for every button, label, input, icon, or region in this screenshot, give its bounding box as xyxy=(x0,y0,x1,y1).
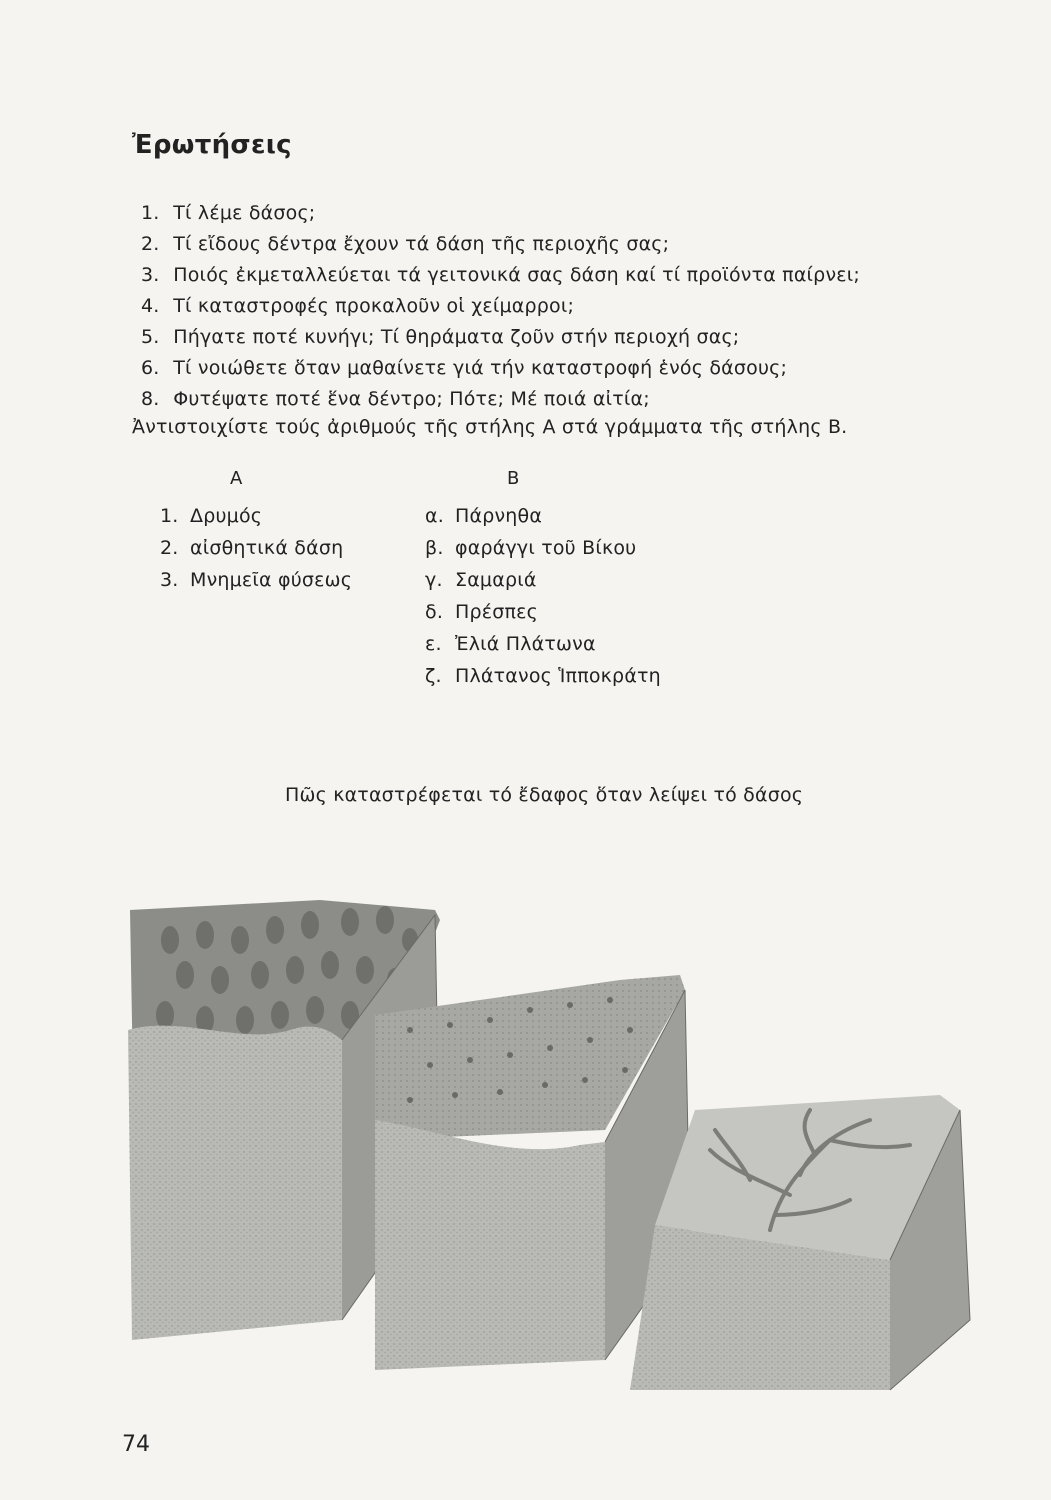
questions-list xyxy=(141,198,1021,415)
question-item: 8. Φυτέψατε ποτέ ἕνα δέντρο; Πότε; Μέ ποιά αἰτία; xyxy=(141,388,650,410)
column-a-header: Α xyxy=(230,468,243,489)
question-item: 5. Πήγατε ποτέ κυνήγι; Τί θηράματα ζοῦν στήν περιοχή σας; xyxy=(141,326,740,348)
column-b-item: γ. Σαμαριά xyxy=(425,569,537,591)
section-heading: Ἐρωτήσεις xyxy=(132,130,292,160)
column-b-item: ζ. Πλάτανος Ἱπποκράτη xyxy=(425,665,661,687)
column-a-item: 1. Δρυμός xyxy=(160,505,263,527)
matching-instruction: Ἀντιστοιχίστε τούς ἀριθμούς τῆς στήλης Α στά γράμματα τῆς στήλης Β. xyxy=(132,416,848,438)
column-b-item: ε. Ἐλιά Πλάτωνα xyxy=(425,633,596,655)
column-a-list xyxy=(160,500,352,596)
question-item: 3. Ποιός ἐκμεταλλεύεται τά γειτονικά σας δάση καί τί προϊόντα παίρνει; xyxy=(141,264,860,286)
figure-caption: Πῶς καταστρέφεται τό ἔδαφος ὅταν λείψει τό δάσος xyxy=(285,784,804,806)
column-b-item: δ. Πρέσπες xyxy=(425,601,538,623)
column-a-item: 3. Μνημεῖα φύσεως xyxy=(160,569,353,591)
question-item: 2. Τί εἴδους δέντρα ἔχουν τά δάση τῆς περιοχῆς σας; xyxy=(141,233,670,255)
question-item: 4. Τί καταστροφές προκαλοῦν οἱ χείμαρροι; xyxy=(141,295,575,317)
column-a-item: 2. αἰσθητικά δάση xyxy=(160,537,344,559)
column-b-header: Β xyxy=(507,468,520,489)
question-item: 1. Τί λέμε δάσος; xyxy=(141,202,316,224)
column-b-list xyxy=(425,500,661,692)
column-b-item: β. φαράγγι τοῦ Βίκου xyxy=(425,537,637,559)
question-item: 6. Τί νοιώθετε ὅταν μαθαίνετε γιά τήν καταστροφή ἑνός δάσους; xyxy=(141,357,788,379)
column-b-item: α. Πάρνηθα xyxy=(425,505,543,527)
page-number: 74 xyxy=(122,1432,150,1457)
erosion-illustration xyxy=(110,880,990,1400)
